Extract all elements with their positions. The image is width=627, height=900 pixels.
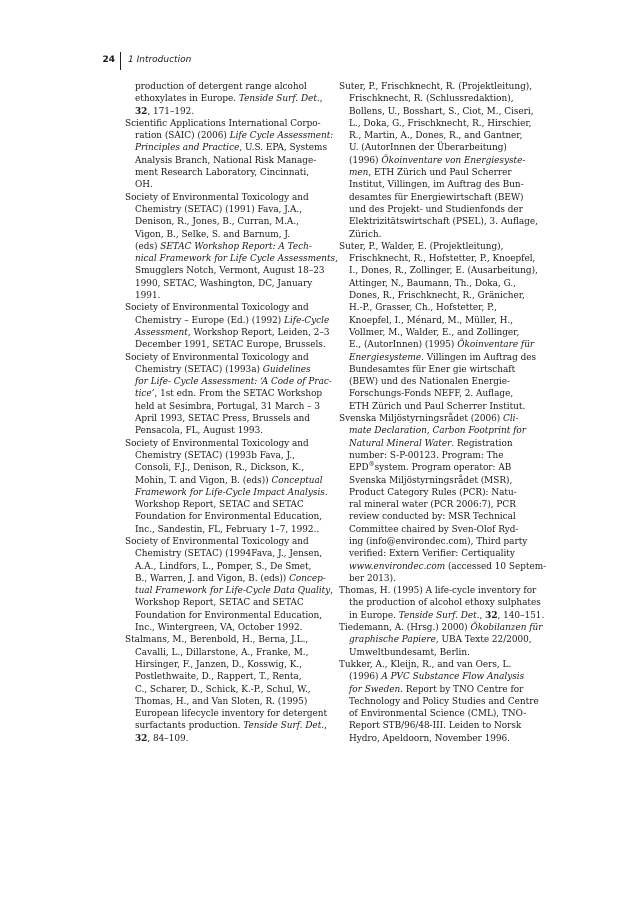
reference-text: ber 2013). [349,573,396,584]
reference-text: Inc., Sandestin, FL, February 1–7, 1992.. [135,524,320,535]
reference-line [339,671,545,683]
reference-line [125,610,326,622]
reference-text: Ökoinventare für [457,340,535,351]
reference-line [125,265,326,277]
reference-text: (eds) [135,241,161,252]
reference-line [125,155,326,167]
reference-text: graphische Papiere [349,635,436,646]
reference-text: Bundesamtes für Ener gie wirtschaft [349,364,516,375]
reference-text: 32 [135,733,148,744]
page-number: 24 [102,55,115,65]
reference-text: system. Program operator: AB [374,463,512,474]
reference-line [339,413,545,425]
reference-line [125,253,338,265]
reference-line [339,462,545,474]
reference-text: Knoepfel, I., Ménard, M., Müller, H., [349,315,514,326]
reference-text: R., Martin, A., Dones, R., and Gantner, [349,131,523,142]
reference-text: ing (info@environdec.com), Third party [349,536,528,547]
reference-text: , 84–109. [147,733,189,744]
reference-line [339,573,545,585]
reference-text: Suter, P., Frischknecht, R. (Projektleitung), [339,82,533,92]
reference-line [339,352,545,364]
reference-text: Society of Environmental Toxicology and [125,438,309,449]
reference-text: Suter, P., Walder, E. (Projektleitung), [339,241,504,252]
reference-text: Ökobilanzen für [470,623,543,634]
reference-text: Product Category Rules (PCR): Natu- [349,487,517,498]
reference-text: men [349,168,369,179]
reference-text: Society of Environmental Toxicology and [125,192,309,203]
reference-line [339,733,545,745]
reference-text: Chemistry (SETAC) (1993b Fava, J., [135,450,296,461]
reference-text: , [330,586,334,597]
reference-text: , U.S. EPA, Systems [239,143,327,154]
reference-text: Tiedemann, A. (Hrsg.) 2000) [339,623,471,634]
reference-line [125,585,334,597]
reference-text: Elektrizitätswirtschaft (PSEL), 3. Auflage, [349,217,538,228]
reference-line [339,696,545,708]
reference-line [339,585,545,597]
reference-text: Frischknecht, R. (Schlussredaktion), [349,94,514,105]
reference-line [339,597,545,609]
reference-text: Committee chaired by Sven-Olof Ryd- [349,524,519,535]
reference-text: Life-Cycle [284,315,330,326]
reference-line [125,499,326,511]
reference-line [125,241,326,253]
reference-text: Thomas, H., and Van Sloten, R. (1995) [135,696,308,707]
reference-text: 1991. [135,291,161,302]
reference-text: Chemistry (SETAC) (1994Fava, J., Jensen, [135,549,323,560]
reference-line [125,315,330,327]
reference-line [339,265,545,277]
reference-text: verified: Extern Verifier: Certiquality [349,549,515,560]
reference-text: Institut, Villingen, im Auftrag des Bun- [349,180,524,191]
reference-line [125,561,326,573]
reference-line [125,327,330,339]
reference-line [339,610,545,622]
reference-text: , 140–151. [497,610,545,621]
reference-line [339,167,545,179]
reference-line [339,425,545,437]
reference-text: Consoli, F.J., Denison, R., Dickson, K., [135,463,305,474]
reference-text: Bollens, U., Bosshart, S., Ciot, M., Ciseri, [349,106,534,117]
reference-text: Concep- [289,573,326,584]
reference-line [339,376,545,388]
reference-line [339,155,545,167]
reference-line [339,106,545,118]
running-head [0,54,627,74]
reference-text: (accessed 10 Septem- [445,561,547,572]
reference-text: , [319,94,323,105]
reference-line [339,511,545,523]
reference-line [339,130,545,142]
reference-text: 32 [485,610,498,621]
reference-line [339,142,545,154]
reference-text: EPD [349,463,369,474]
reference-text: Framework for Life-Cycle Impact Analysis. [135,487,328,498]
reference-text: Natural Mineral Water [349,438,452,449]
reference-line [125,511,326,523]
reference-line [339,339,545,351]
reference-line [125,216,326,228]
reference-line [125,438,326,450]
reference-line [339,524,545,536]
reference-line [339,561,545,573]
reference-text: Life Cycle Assessment: [229,131,334,142]
reference-line [125,696,326,708]
reference-text: Stalmans, M., Berenbold, H., Berna, J.L., [125,635,309,646]
reference-text: Attinger, N., Baumann, Th., Doka, G., [349,278,517,289]
reference-text: in Europe. [349,610,399,621]
reference-text: Conceptual [271,475,323,486]
reference-text: tice’ [135,389,155,400]
reference-text: Hirsinger, F., Janzen, D., Kosswig, K., [135,659,302,670]
reference-text: B., Warren, J. and Vigon, B. (eds)) [135,573,290,584]
reference-text: for Life- Cycle Assessment: ‘A Code of Prac- [135,377,332,388]
reference-text: Postlethwaite, D., Rappert, T., Renta, [135,672,302,683]
reference-text: April 1993, SETAC Press, Brussels and [135,414,311,425]
reference-text: www.environdec.com [349,561,446,572]
reference-line [339,708,545,720]
reference-text: SETAC Workshop Report: A Tech- [160,241,312,252]
reference-line [339,475,545,487]
reference-line [125,376,332,388]
reference-text: Vollmer, M., Walder, E., and Zollinger, [349,327,520,338]
reference-text: , Workshop Report, Leiden, 2–3 [187,327,330,338]
reference-line [125,339,326,351]
reference-line [125,401,326,413]
reference-line [125,647,326,659]
reference-text: (BEW) und des Nationalen Energie- [349,377,511,388]
reference-text: held at Sesimbra, Portugal, 31 March – 3 [135,401,321,412]
reference-line [125,622,326,634]
reference-text: Chemistry – Europe (Ed.) (1992) [135,315,285,326]
reference-line [339,388,545,400]
reference-text: (1996) [349,155,382,166]
reference-line [339,647,545,659]
reference-text: . Registration [451,438,513,449]
reference-line [125,671,326,683]
reference-text: (1996) [349,672,382,683]
reference-text: . Report by TNO Centre for [400,684,524,695]
reference-line [125,597,326,609]
reference-text: , [479,610,486,621]
reference-line [339,302,545,314]
reference-line [125,81,326,93]
reference-text: ration (SAIC) (2006) [135,131,230,142]
reference-text: Cli- [503,414,519,425]
reference-text: Vigon, B., Selke, S. and Barnum, J. [135,229,291,240]
reference-text: Umweltbundesamt, Berlin. [349,647,470,658]
reference-text: Hydro, Apeldoorn, November 1996. [349,733,511,744]
reference-line [125,278,326,290]
reference-line [125,720,326,732]
reference-line [339,315,545,327]
reference-line [125,536,326,548]
reference-line [339,548,545,560]
reference-text: L., Doka, G., Frischknecht, R., Hirschier, [349,118,532,129]
reference-line [339,634,545,646]
reference-line [125,659,326,671]
reference-text: Svenska Miljöstyrningsrådet (2006) [339,414,504,425]
reference-line [339,204,545,216]
reference-line [339,179,545,191]
reference-text: Svenska Miljöstyrningsrådet (MSR), [349,475,513,486]
reference-line [339,241,545,253]
reference-line [339,622,545,634]
reference-text: Thomas, H. (1995) A life-cycle inventory for [339,586,537,597]
reference-text: Workshop Report, SETAC and SETAC [135,598,304,609]
reference-line [125,425,326,437]
reference-text: Foundation for Environmental Education, [135,610,323,621]
reference-text: , UBA Texte 22/2000, [435,635,532,646]
reference-text: ETH Zürich und Paul Scherrer Institut. [349,401,526,412]
reference-line [125,179,326,191]
reference-text: Zürich. [349,229,382,240]
reference-text: Tenside Surf. Det. [398,610,480,621]
reference-text: Cavalli, L., Dillarstone, A., Franke, M., [135,647,309,658]
reference-text: of Environmental Science (CML), TNO- [349,709,527,720]
reference-text: production of detergent range alcohol [135,82,307,92]
reference-line [125,118,326,130]
reference-text: Tenside Surf. Det. [238,94,320,105]
reference-text: Chemistry (SETAC) (1993a) [135,364,263,375]
reference-line [339,327,545,339]
reference-line [339,536,545,548]
reference-line [125,130,334,142]
reference-text: mate Declaration, Carbon Footprint for [349,426,527,437]
reference-line [125,708,326,720]
reference-text: Ökoinventare von Energiesyste- [381,155,526,166]
reference-text: H.-P., Grasser, Ch., Hofstetter, P., [349,303,497,314]
reference-line [125,142,326,154]
reference-line [125,413,326,425]
reference-text: 32 [135,106,148,117]
reference-text: I., Dones, R., Zollinger, E. (Ausarbeitung), [349,266,538,277]
reference-text: Foundation for Environmental Education, [135,512,323,523]
reference-line [125,450,326,462]
reference-text: Forschungs-Fonds NEFF, 2. Auflage, [349,389,514,400]
reference-text: European lifecycle inventory for detergent [135,709,328,720]
reference-text: ® [368,461,375,469]
reference-line [125,93,326,105]
reference-text: , 1st edn. From the SETAC Workshop [154,389,323,400]
reference-text: review conducted by: MSR Technical [349,512,516,523]
reference-text: Analysis Branch, National Risk Manage- [135,155,317,166]
reference-text: for Sweden [349,684,401,695]
reference-text: Smugglers Notch, Vermont, August 18–23 [135,266,325,277]
reference-text: ral mineral water (PCR 2006:7), PCR [349,500,516,511]
reference-text: U. (AutorInnen der Überarbeitung) [349,143,507,154]
reference-text: , 171–192. [147,106,195,117]
reference-text: Chemistry (SETAC) (1991) Fava, J.A., [135,204,303,215]
reference-line [125,634,326,646]
reference-text: , [324,721,327,732]
reference-line [125,573,326,585]
reference-text: Tukker, A., Kleijn, R., and van Oers, L. [339,659,512,670]
reference-text: ethoxylates in Europe. [135,94,239,105]
reference-line [125,524,326,536]
reference-text: , [335,254,338,265]
reference-line [125,167,326,179]
reference-text: Pensacola, FL, August 1993. [135,426,264,437]
reference-text: . Villingen im Auftrag des [421,352,537,363]
reference-text: C., Scharer, D., Schick, K.-P., Schul, W., [135,684,311,695]
reference-text: Report STB/96/48-III. Leiden to Norsk [349,721,522,732]
reference-line [125,733,326,745]
reference-line [339,118,545,130]
reference-text: Guidelines [262,364,311,375]
reference-text: A PVC Substance Flow Analysis [381,672,525,683]
reference-line [125,290,326,302]
reference-line [339,93,545,105]
reference-text: Technology and Policy Studies and Centre [349,696,539,707]
reference-line [339,278,545,290]
references-left-column [125,81,338,745]
reference-line [339,487,545,499]
reference-line [125,388,326,400]
reference-text: Society of Environmental Toxicology and [125,352,309,363]
reference-text: Society of Environmental Toxicology and [125,303,309,314]
reference-line [339,81,545,93]
reference-line [125,364,326,376]
reference-text: , ETH Zürich und Paul Scherrer [368,168,512,179]
chapter-title: 1 Introduction [128,55,192,65]
reference-text: Frischknecht, R., Hofstetter, P., Knoepfel, [349,254,536,265]
reference-line [125,229,326,241]
reference-text: number: S-P-00123. Program: The [349,450,504,461]
reference-text: Workshop Report, SETAC and SETAC [135,500,304,511]
reference-line [125,487,326,499]
reference-line [339,401,545,413]
reference-line [125,548,326,560]
reference-text: A.A., Lindfors, L., Pomper, S., De Smet, [135,561,312,572]
header-rule [120,52,121,70]
reference-text: surfactants production. [135,721,244,732]
reference-line [339,364,545,376]
reference-line [339,192,545,204]
reference-text: Tenside Surf. Det. [243,721,325,732]
reference-text: E., (AutorInnen) (1995) [349,340,458,351]
reference-text: December 1991, SETAC Europe, Brussels. [135,340,326,351]
reference-text: 1990, SETAC, Washington, DC, January [135,278,313,289]
reference-line [339,216,545,228]
reference-line [339,229,545,241]
reference-line [125,192,326,204]
reference-text: Dones, R., Frischknecht, R., Gränicher, [349,291,525,302]
reference-line [339,253,545,265]
reference-line [125,462,326,474]
reference-text: Mohin, T. and Vigon, B. (eds)) [135,475,272,486]
reference-text: Denison, R., Jones, B., Curran, M.A., [135,217,299,228]
reference-line [125,684,326,696]
reference-line [339,499,545,511]
reference-text: tual Framework for Life-Cycle Data Quality [135,586,331,597]
reference-text: OH. [135,180,153,191]
references-right-column [339,81,545,745]
reference-line [339,438,545,450]
reference-text: Scientific Applications International Corpo- [125,118,321,129]
reference-line [125,475,326,487]
reference-text: the production of alcohol ethoxy sulphates [349,598,541,609]
reference-text: nical Framework for Life Cycle Assessments [135,254,336,265]
reference-line [339,659,545,671]
reference-text: Inc., Wintergreen, VA, October 1992. [135,623,303,634]
reference-text: Principles and Practice [135,143,240,154]
reference-line [125,204,326,216]
reference-line [125,302,326,314]
reference-line [339,720,545,732]
reference-text: Assessment [135,327,188,338]
reference-line [339,684,545,696]
reference-text: ment Research Laboratory, Cincinnati, [135,168,310,179]
reference-text: desamtes für Energiewirtschaft (BEW) [349,192,524,203]
reference-text: Society of Environmental Toxicology and [125,536,309,547]
reference-line [339,290,545,302]
reference-text: und des Projekt- und Studienfonds der [349,204,523,215]
reference-text: Energiesysteme [349,352,422,363]
reference-line [125,106,326,118]
reference-line [125,352,326,364]
